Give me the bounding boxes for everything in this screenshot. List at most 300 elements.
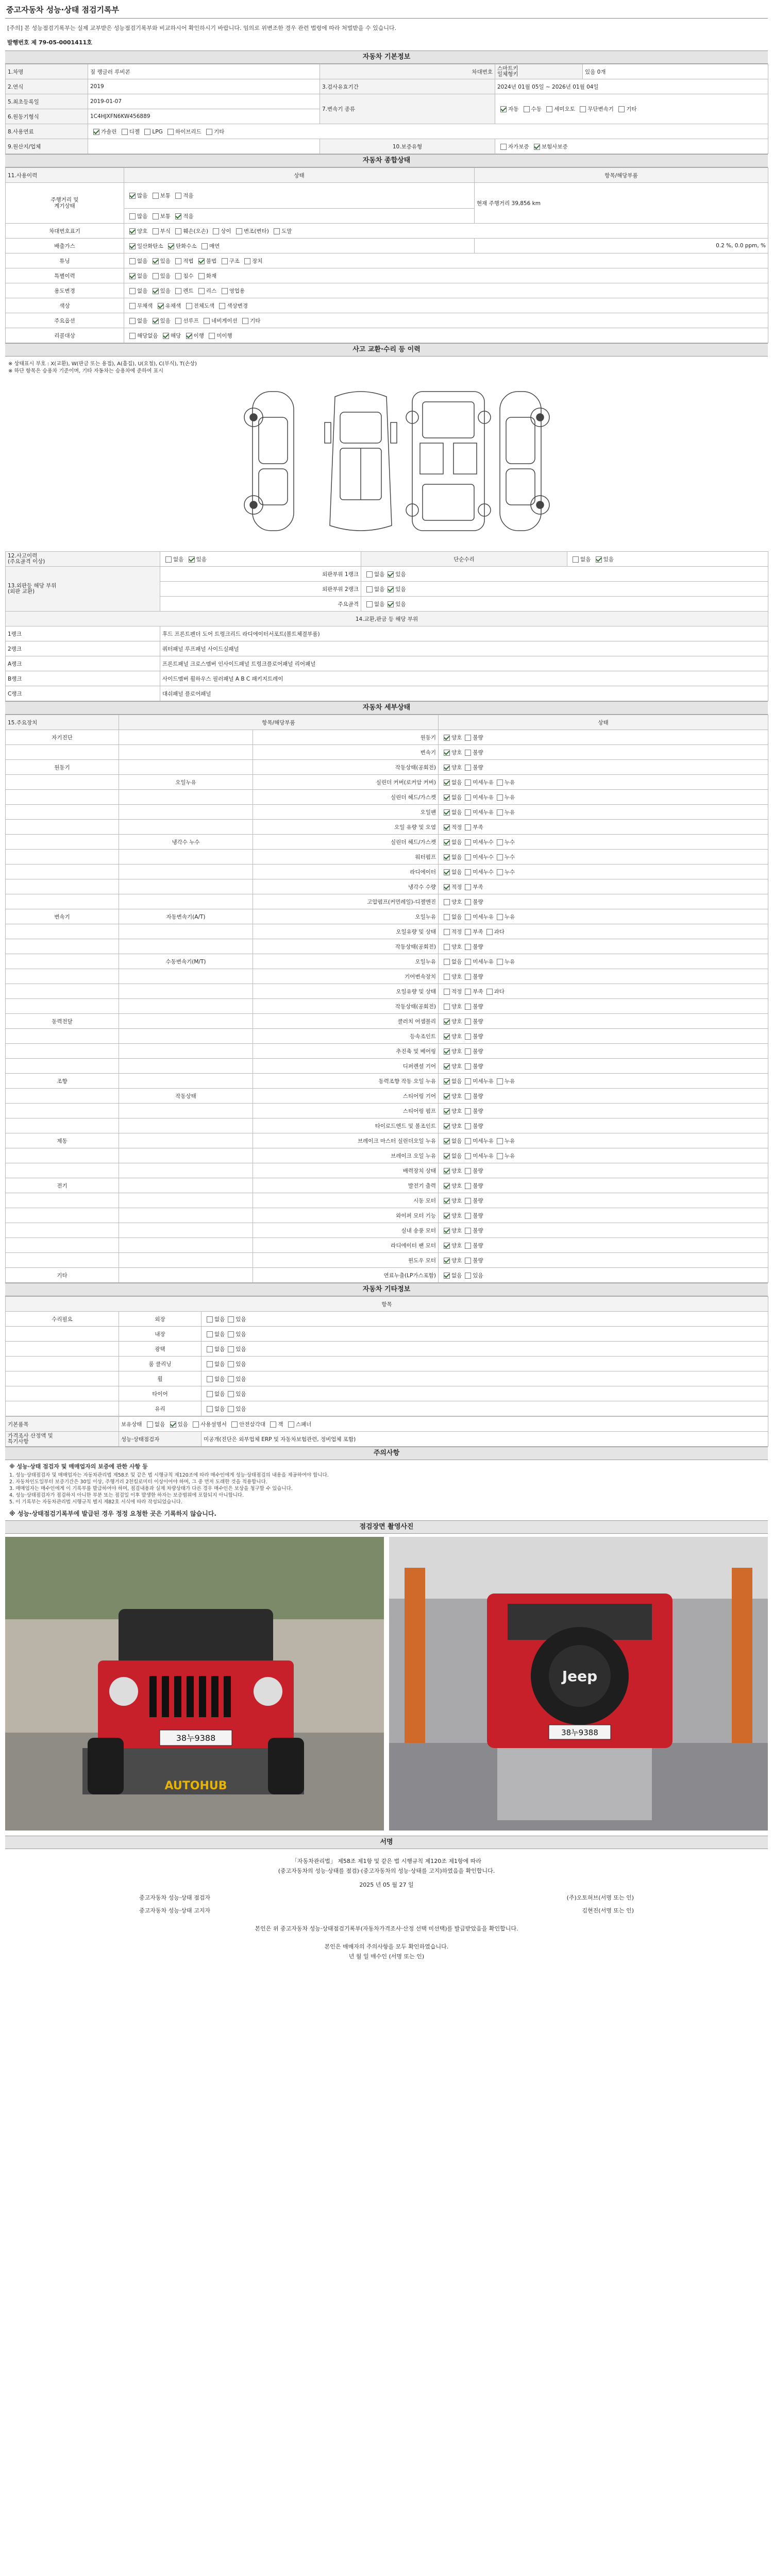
option-label: 양호 <box>451 734 462 741</box>
option-label: 불량 <box>473 1063 483 1070</box>
other-head: 항목 <box>6 1297 768 1312</box>
checkbox[interactable] <box>465 974 471 980</box>
checkbox[interactable] <box>207 1361 213 1367</box>
detail-item: 브레이크 마스터 실린더오일 누유 <box>253 1133 439 1148</box>
checkbox[interactable] <box>465 1063 471 1070</box>
detail-row <box>6 790 768 805</box>
option-label: 누유 <box>504 1153 515 1159</box>
checkbox[interactable] <box>465 884 471 890</box>
checkbox[interactable] <box>153 228 159 234</box>
checkbox[interactable] <box>270 1421 276 1428</box>
option-label: 있음 <box>236 1405 246 1412</box>
checkbox-checked[interactable] <box>444 1198 450 1204</box>
checkbox[interactable] <box>444 914 450 920</box>
checkbox-checked[interactable] <box>444 779 450 786</box>
checkbox[interactable] <box>219 303 225 309</box>
checkbox[interactable] <box>288 1421 294 1428</box>
checkbox[interactable] <box>465 1183 471 1189</box>
checkbox[interactable] <box>465 750 471 756</box>
detail-state-options <box>439 1118 768 1133</box>
frame-row-2: 쿼터패널 루프패널 사이드실패널 <box>160 641 768 656</box>
checkbox[interactable] <box>465 854 471 860</box>
detail-item: 실린더 헤드/가스켓 <box>253 790 439 805</box>
option-label: 누유 <box>504 1078 515 1084</box>
checkbox[interactable] <box>201 243 208 249</box>
checkbox[interactable] <box>618 106 625 112</box>
front-view <box>325 392 397 531</box>
checkbox[interactable] <box>204 318 210 324</box>
option-label: 없음 <box>451 1153 462 1159</box>
caution-footer: ※ 성능·상태점검기록부에 발급된 경우 정정 요청한 곳은 기록하지 않습니다. <box>9 1510 216 1517</box>
checkbox[interactable] <box>228 1406 234 1412</box>
checkbox[interactable] <box>366 601 373 607</box>
checkbox-checked[interactable] <box>444 750 450 756</box>
detail-item: 고압펌프(커먼레일)-디젤엔진 <box>253 894 439 909</box>
label-vin: 차대번호 <box>320 64 495 79</box>
detail-state-options <box>439 1238 768 1253</box>
checkbox[interactable] <box>500 144 507 150</box>
detail-group <box>6 1193 119 1208</box>
option-label: 불량 <box>473 1123 483 1129</box>
checkbox[interactable] <box>465 1048 471 1055</box>
checkbox[interactable] <box>366 586 373 592</box>
checkbox[interactable] <box>147 1421 153 1428</box>
head-device: 15.주요장치 <box>6 715 119 730</box>
checkbox[interactable] <box>129 333 136 339</box>
detail-row <box>6 984 768 999</box>
detail-subgroup <box>119 730 253 745</box>
checkbox[interactable] <box>231 1421 238 1428</box>
label-warranty: 10.보증유형 <box>320 139 495 154</box>
checkbox-checked[interactable] <box>444 854 450 860</box>
checkbox[interactable] <box>465 959 471 965</box>
checkbox[interactable] <box>465 1078 471 1084</box>
checkbox-checked[interactable] <box>444 1078 450 1084</box>
checkbox[interactable] <box>465 809 471 816</box>
checkbox[interactable] <box>153 193 159 199</box>
checkbox[interactable] <box>444 944 450 950</box>
basic-items-options: 보유상태 없음 있음 사용설명서 안전삼각대 잭 스패너 <box>119 1417 768 1432</box>
checkbox-checked[interactable] <box>198 258 205 264</box>
option-label: 누유 <box>504 779 515 786</box>
detail-state-options <box>439 1104 768 1118</box>
other-group <box>6 1371 119 1386</box>
checkbox-checked[interactable] <box>186 333 192 339</box>
checkbox[interactable] <box>465 824 471 831</box>
head-item: 항목/해당부품 <box>475 168 768 183</box>
detail-item: 원동기 <box>253 730 439 745</box>
detail-group <box>6 1089 119 1104</box>
checkbox-checked[interactable] <box>444 1243 450 1249</box>
checkbox-checked[interactable] <box>444 1213 450 1219</box>
checkbox-checked[interactable] <box>163 333 169 339</box>
detail-subgroup <box>119 984 253 999</box>
checkbox-checked[interactable] <box>129 193 136 199</box>
caution-item: 4. 성능·상태점검자가 점검하지 아니한 부분 또는 점검일 이후 발생한 하자는 보증범위에 포함되지 아니합니다. <box>9 1493 244 1498</box>
detail-group: 원동기 <box>6 760 119 775</box>
section-other-info: 자동차 기타정보 <box>5 1283 768 1296</box>
other-options <box>201 1312 768 1327</box>
value-origin <box>88 139 320 154</box>
checkbox-checked[interactable] <box>444 1048 450 1055</box>
checkbox[interactable] <box>144 129 150 135</box>
checkbox[interactable] <box>486 989 493 995</box>
rear-car-photo <box>389 1537 768 1831</box>
checkbox[interactable] <box>465 944 471 950</box>
checkbox[interactable] <box>193 1421 199 1428</box>
checkbox-checked[interactable] <box>93 129 99 135</box>
checkbox[interactable] <box>129 288 136 294</box>
checkbox[interactable] <box>129 318 136 324</box>
checkbox-checked[interactable] <box>500 106 507 112</box>
checkbox-checked[interactable] <box>153 258 159 264</box>
checkbox-checked[interactable] <box>444 824 450 831</box>
checkbox[interactable] <box>228 1316 234 1323</box>
checkbox-checked[interactable] <box>596 556 602 563</box>
detail-item: 기어변속장치 <box>253 969 439 984</box>
checkbox[interactable] <box>465 794 471 801</box>
car-outline-diagram <box>5 376 768 551</box>
option-label: 없음 <box>451 913 462 920</box>
option-label: 불량 <box>473 899 483 905</box>
other-row <box>6 1401 768 1416</box>
detail-state-options <box>439 1059 768 1074</box>
checkbox[interactable] <box>228 1361 234 1367</box>
option-label: 적정 <box>451 824 462 831</box>
value-smart-key: 있음 0개 <box>583 64 768 79</box>
checkbox[interactable] <box>465 1108 471 1114</box>
checkbox-checked[interactable] <box>444 1108 450 1114</box>
detail-group <box>6 1223 119 1238</box>
checkbox[interactable] <box>228 1331 234 1337</box>
detail-state-options <box>439 790 768 805</box>
checkbox-checked[interactable] <box>444 1273 450 1279</box>
label-car-name: 1.차명 <box>6 64 88 79</box>
checkbox-checked[interactable] <box>170 1421 176 1428</box>
detail-state-options <box>439 865 768 879</box>
checkbox-checked[interactable] <box>444 765 450 771</box>
inspector-label: 중고자동차 성능·상태 점검자 <box>139 1894 211 1901</box>
label-transmission: 7.변속기 종류 <box>320 94 495 124</box>
checkbox[interactable] <box>165 556 172 563</box>
checkbox-checked[interactable] <box>444 735 450 741</box>
checkbox[interactable] <box>228 1376 234 1382</box>
head-part: 항목/해당부품 <box>119 715 439 730</box>
main-options: 없음 있음 선루프 네비게이션 기타 <box>124 313 768 328</box>
section-detail-status: 자동차 세부상태 <box>5 701 768 715</box>
label-accident: 12.사고이력 (주요골격 이상) <box>6 552 160 567</box>
detail-state-options <box>439 1044 768 1059</box>
option-label: 불량 <box>473 1167 483 1174</box>
detail-subgroup <box>119 924 253 939</box>
checkbox[interactable] <box>242 318 248 324</box>
checkbox[interactable] <box>465 1019 471 1025</box>
checkbox[interactable] <box>465 735 471 741</box>
option-label: 미세누유 <box>473 1153 494 1159</box>
label-vin-mark: 차대번호표기 <box>6 224 124 239</box>
checkbox[interactable] <box>465 1213 471 1219</box>
checkbox[interactable] <box>465 929 471 935</box>
detail-state-options <box>439 1268 768 1283</box>
checkbox[interactable] <box>497 1153 503 1159</box>
checkbox[interactable] <box>465 1123 471 1129</box>
detail-row <box>6 1118 768 1133</box>
checkbox-checked[interactable] <box>444 1019 450 1025</box>
detail-item: 윈도우 모터 <box>253 1253 439 1268</box>
checkbox[interactable] <box>206 129 212 135</box>
checkbox-checked[interactable] <box>444 1123 450 1129</box>
checkbox[interactable] <box>207 1331 213 1337</box>
detail-state-options <box>439 1223 768 1238</box>
checkbox[interactable] <box>167 129 174 135</box>
checkbox-checked[interactable] <box>444 869 450 875</box>
label-use-change: 용도변경 <box>6 283 124 298</box>
checkbox[interactable] <box>497 1078 503 1084</box>
frame-row-1-key: 1랭크 <box>6 626 160 641</box>
checkbox[interactable] <box>122 129 128 135</box>
checkbox[interactable] <box>580 106 586 112</box>
checkbox-checked[interactable] <box>129 228 136 234</box>
checkbox[interactable] <box>465 779 471 786</box>
checkbox[interactable] <box>465 1004 471 1010</box>
checkbox[interactable] <box>213 228 219 234</box>
checkbox[interactable] <box>465 1243 471 1249</box>
checkbox-checked[interactable] <box>153 318 159 324</box>
checkbox-checked[interactable] <box>168 243 174 249</box>
option-label: 양호 <box>451 1003 462 1010</box>
checkbox-checked[interactable] <box>444 1258 450 1264</box>
label-outer-panel: 13.외판등 해당 부위 (외판 교환) <box>6 567 160 612</box>
checkbox[interactable] <box>465 1228 471 1234</box>
detail-item: 시동 모터 <box>253 1193 439 1208</box>
checkbox[interactable] <box>228 1391 234 1397</box>
checkbox[interactable] <box>497 914 503 920</box>
detail-state-options <box>439 999 768 1014</box>
checkbox[interactable] <box>465 1168 471 1174</box>
checkbox-checked[interactable] <box>444 794 450 801</box>
option-label: 양호 <box>451 1033 462 1040</box>
checkbox[interactable] <box>465 869 471 875</box>
checkbox[interactable] <box>465 1258 471 1264</box>
detail-group <box>6 1044 119 1059</box>
checkbox-checked[interactable] <box>444 1063 450 1070</box>
option-label: 없음 <box>214 1331 225 1337</box>
option-label: 누수 <box>504 869 515 875</box>
sign-line-2: (중고자동차의 성능·상태를 점검)·(중고자동차의 성능·상태를 고지)하였음을 확인합니다. <box>278 1868 495 1874</box>
detail-subgroup <box>119 1178 253 1193</box>
option-label: 양호 <box>451 1063 462 1070</box>
rank-2-options: 없음 있음 <box>361 582 768 597</box>
checkbox[interactable] <box>207 1376 213 1382</box>
checkbox[interactable] <box>486 929 493 935</box>
checkbox[interactable] <box>175 258 181 264</box>
checkbox[interactable] <box>465 839 471 845</box>
option-label: 불량 <box>473 1182 483 1189</box>
checkbox[interactable] <box>546 106 552 112</box>
checkbox[interactable] <box>444 899 450 905</box>
option-label: 불량 <box>473 1018 483 1025</box>
checkbox[interactable] <box>465 899 471 905</box>
other-options <box>201 1342 768 1357</box>
checkbox-checked[interactable] <box>444 1138 450 1144</box>
checkbox-checked[interactable] <box>444 1183 450 1189</box>
detail-state-options <box>439 730 768 745</box>
checkbox[interactable] <box>274 228 280 234</box>
checkbox[interactable] <box>129 303 136 309</box>
other-item: 휠 <box>119 1371 201 1386</box>
checkbox-checked[interactable] <box>534 144 540 150</box>
checkbox[interactable] <box>207 1391 213 1397</box>
checkbox[interactable] <box>175 318 181 324</box>
checkbox-checked[interactable] <box>444 1228 450 1234</box>
checkbox[interactable] <box>129 213 136 219</box>
checkbox[interactable] <box>244 258 250 264</box>
checkbox[interactable] <box>198 273 205 279</box>
checkbox[interactable] <box>207 1316 213 1323</box>
option-label: 양호 <box>451 1197 462 1204</box>
checkbox[interactable] <box>497 869 503 875</box>
checkbox-checked[interactable] <box>129 273 136 279</box>
checkbox[interactable] <box>497 779 503 786</box>
checkbox[interactable] <box>207 1346 213 1352</box>
checkbox[interactable] <box>465 1033 471 1040</box>
checkbox[interactable] <box>175 288 181 294</box>
checkbox[interactable] <box>497 839 503 845</box>
checkbox[interactable] <box>465 765 471 771</box>
detail-subgroup <box>119 1148 253 1163</box>
checkbox-checked[interactable] <box>388 601 394 607</box>
checkbox[interactable] <box>444 959 450 965</box>
checkbox[interactable] <box>465 1138 471 1144</box>
checkbox[interactable] <box>198 288 205 294</box>
other-options <box>201 1327 768 1342</box>
checkbox-checked[interactable] <box>444 884 450 890</box>
checkbox[interactable] <box>524 106 530 112</box>
checkbox[interactable] <box>497 809 503 816</box>
checkbox-checked[interactable] <box>388 586 394 592</box>
detail-row <box>6 850 768 865</box>
checkbox-checked[interactable] <box>175 213 181 219</box>
option-label: 적정 <box>451 988 462 995</box>
detail-item: 냉각수 수량 <box>253 879 439 894</box>
checkbox[interactable] <box>444 929 450 935</box>
detail-group <box>6 805 119 820</box>
checkbox[interactable] <box>465 1273 471 1279</box>
option-label: 불량 <box>473 1242 483 1249</box>
detail-item: 등속조인트 <box>253 1029 439 1044</box>
option-label: 있음 <box>236 1316 246 1323</box>
checkbox[interactable] <box>153 213 159 219</box>
checkbox[interactable] <box>573 556 579 563</box>
checkbox-checked[interactable] <box>129 243 136 249</box>
checkbox[interactable] <box>444 974 450 980</box>
photo-area <box>5 1537 768 1836</box>
detail-state-options <box>439 1163 768 1178</box>
option-label: 없음 <box>451 958 462 965</box>
detail-group <box>6 775 119 790</box>
checkbox[interactable] <box>175 228 181 234</box>
checkbox[interactable] <box>465 1198 471 1204</box>
checkbox[interactable] <box>153 273 159 279</box>
checkbox[interactable] <box>222 288 228 294</box>
checkbox[interactable] <box>444 989 450 995</box>
option-label: 부족 <box>473 884 483 890</box>
checkbox[interactable] <box>236 228 242 234</box>
checkbox[interactable] <box>497 959 503 965</box>
other-item: 타이어 <box>119 1386 201 1401</box>
checkbox[interactable] <box>228 1346 234 1352</box>
detail-item: 연료누출(LP가스포함) <box>253 1268 439 1283</box>
detail-subgroup: 냉각수 누수 <box>119 835 253 850</box>
option-label: 양호 <box>451 1093 462 1099</box>
section-caution: 주의사항 <box>5 1447 768 1460</box>
detail-group <box>6 984 119 999</box>
checkbox-checked[interactable] <box>444 809 450 816</box>
checkbox[interactable] <box>207 1406 213 1412</box>
mileage-level-options: 많음 보통 적음 <box>124 209 475 224</box>
checkbox[interactable] <box>497 854 503 860</box>
checkbox[interactable] <box>222 258 228 264</box>
checkbox[interactable] <box>209 333 215 339</box>
checkbox[interactable] <box>465 1153 471 1159</box>
checkbox[interactable] <box>465 1093 471 1099</box>
checkbox[interactable] <box>175 193 181 199</box>
option-label: 미세누수 <box>473 869 494 875</box>
checkbox[interactable] <box>465 914 471 920</box>
car-diagram <box>5 376 768 551</box>
checkbox[interactable] <box>465 989 471 995</box>
detail-state-options <box>439 1133 768 1148</box>
color-options: 무채색 유채색 전체도색 색상변경 <box>124 298 768 313</box>
svg-text:Jeep: Jeep <box>562 1668 598 1685</box>
left-side-view <box>244 392 294 531</box>
checkbox[interactable] <box>497 1138 503 1144</box>
option-label: 누유 <box>504 1138 515 1144</box>
label-special-history: 특별이력 <box>6 268 124 283</box>
checkbox-checked[interactable] <box>444 1093 450 1099</box>
checkbox-checked[interactable] <box>444 839 450 845</box>
checkbox[interactable] <box>497 794 503 801</box>
checkbox-checked[interactable] <box>158 303 164 309</box>
detail-state-options <box>439 835 768 850</box>
checkbox[interactable] <box>175 273 181 279</box>
detail-row <box>6 1178 768 1193</box>
option-label: 양호 <box>451 1123 462 1129</box>
checkbox-checked[interactable] <box>444 1168 450 1174</box>
checkbox[interactable] <box>129 258 136 264</box>
rank-2-label: 외판부위 2랭크 <box>160 582 361 597</box>
checkbox-checked[interactable] <box>153 288 159 294</box>
caution-notes <box>5 1460 768 1520</box>
use-change-options: 없음 있음 렌트 리스 영업용 <box>124 283 768 298</box>
checkbox[interactable] <box>186 303 192 309</box>
checkbox[interactable] <box>444 1004 450 1010</box>
option-label: 있음 <box>236 1391 246 1397</box>
label-options: 주요옵션 <box>6 313 124 328</box>
label-inspector-opinion: 성능·상태점검자 <box>119 1432 201 1447</box>
detail-group <box>6 924 119 939</box>
checkbox-checked[interactable] <box>444 1153 450 1159</box>
checkbox[interactable] <box>366 571 373 578</box>
detail-row <box>6 1014 768 1029</box>
checkbox-checked[interactable] <box>388 571 394 578</box>
checkbox-checked[interactable] <box>444 1033 450 1040</box>
recall-options: 해당없음 해당 이행 미이행 <box>124 328 768 343</box>
other-row <box>6 1371 768 1386</box>
detail-subgroup: 자동변속기(A/T) <box>119 909 253 924</box>
checkbox-checked[interactable] <box>189 556 195 563</box>
option-label: 미세누유 <box>473 913 494 920</box>
